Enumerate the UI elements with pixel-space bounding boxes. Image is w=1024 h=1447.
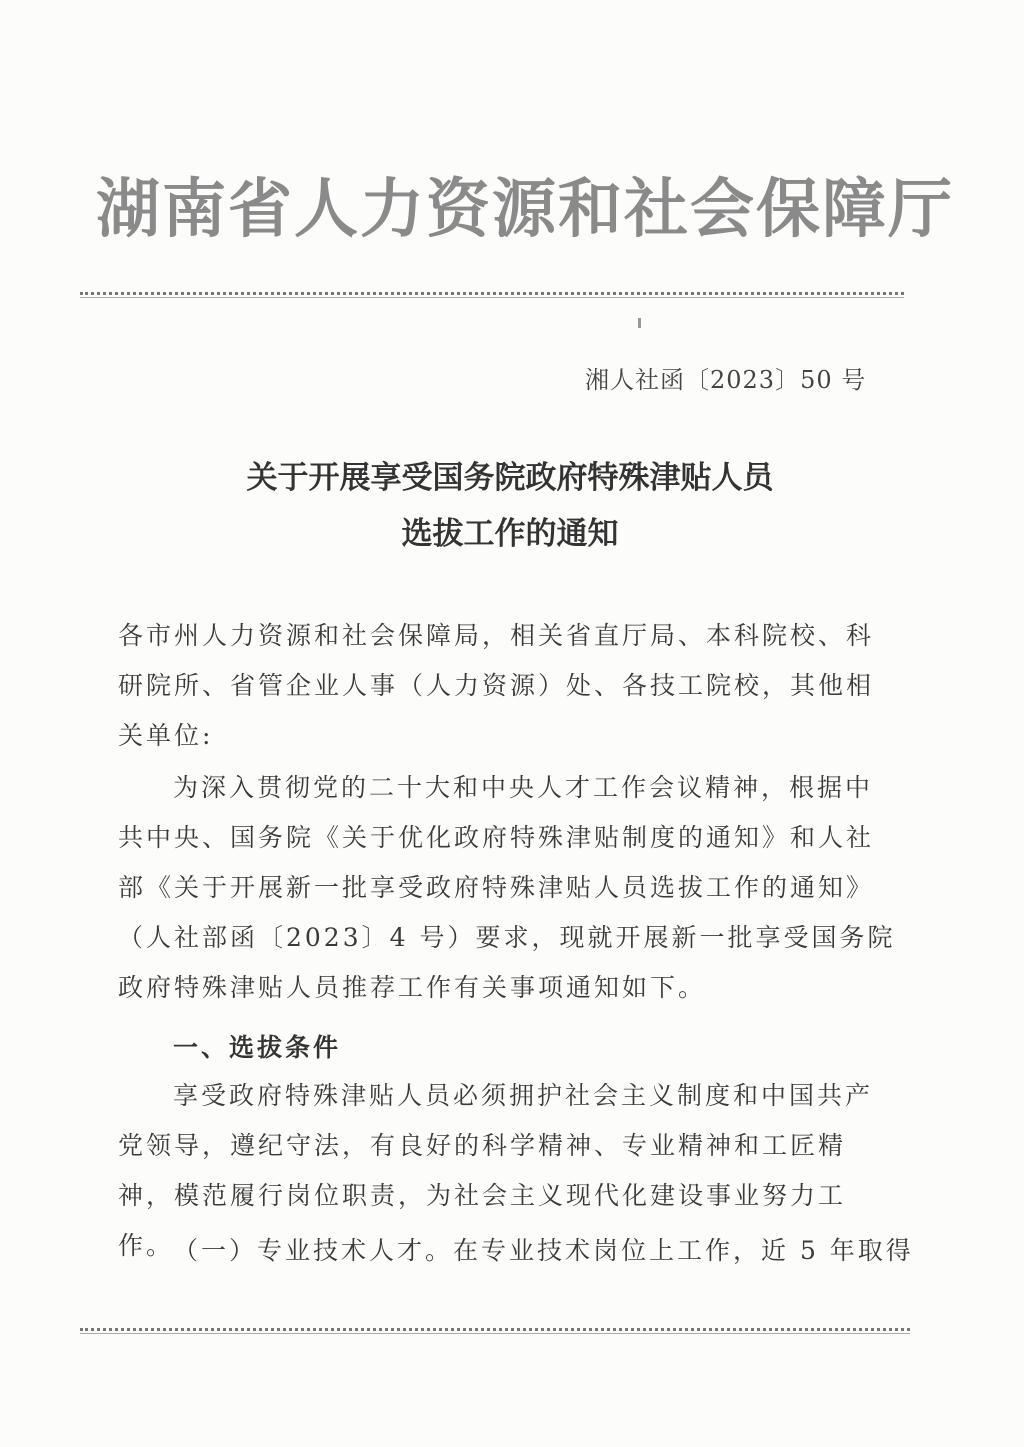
salutation: 各市州人力资源和社会保障局，相关省直厅局、本科院校、科研院所、省管企业人事（人力资源）处、各技工院校，其他相关单位: xyxy=(118,621,875,750)
header-divider-line xyxy=(80,297,904,298)
footer-divider xyxy=(80,1328,910,1331)
section-heading-selection-criteria: 一、选拔条件 xyxy=(173,1033,342,1062)
header-divider xyxy=(80,292,904,295)
document-title-line1: 关于开展享受国务院政府特殊津贴人员 xyxy=(246,460,774,496)
criteria-paragraph: 享受政府特殊津贴人员必须拥护社会主义制度和中国共产党领导，遵纪守法，有良好的科学精神、专业精神和工匠精神，模范履行岗位职责，为社会主义现代化建设事业努力工作。 xyxy=(118,1081,874,1260)
professional-talent-paragraph: （一）专业技术人才。在专业技术岗位上工作，近 5 年取得 xyxy=(173,1236,914,1265)
intro-paragraph: 为深入贯彻党的二十大和中央人才工作会议精神，根据中共中央、国务院《关于优化政府特殊津贴制度的通知》和人社部《关于开展新一批享受政府特殊津贴人员选拔工作的通知》（人社部函〔2023〕4 号）要求，现就开展新一批享受国务院政府特殊津贴人员推荐工作有关事项通知如下。 xyxy=(118,773,896,1002)
footer-divider-line xyxy=(80,1333,910,1334)
document-title-line2: 选拔工作的通知 xyxy=(401,516,619,552)
issuing-authority-header: 湖南省人力资源和社会保障厅 xyxy=(96,173,954,247)
scan-speck xyxy=(638,318,641,328)
document-number: 湘人社函〔2023〕50 号 xyxy=(585,366,867,394)
